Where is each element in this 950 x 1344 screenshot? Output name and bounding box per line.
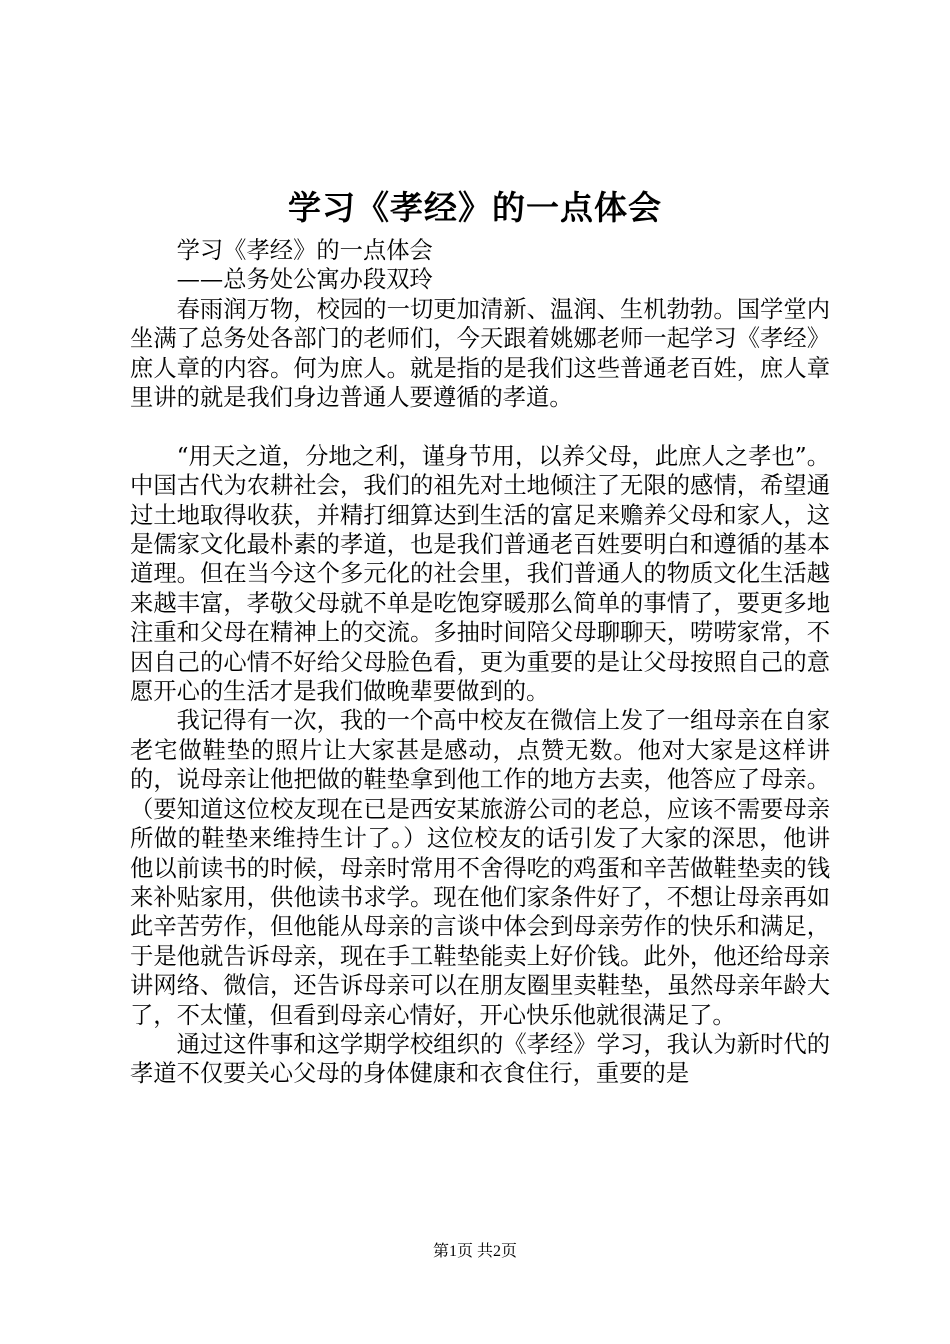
byline: ——总务处公寓办段双玲 <box>176 266 433 294</box>
paragraph-4: 通过这件事和这学期学校组织的《孝经》学习，我认为新时代的孝道不仅要关心父母的身体健康和衣食住行，重要的是 <box>130 1030 830 1088</box>
page-footer: 第1页 共2页 <box>432 1243 517 1260</box>
subtitle-line: 学习《孝经》的一点体会 <box>176 237 433 264</box>
document-body <box>130 236 830 1089</box>
paragraph-1: 春雨润万物，校园的一切更加清新、温润、生机勃勃。国学堂内坐满了总务处各部门的老师们，今天跟着姚娜老师一起学习《孝经》庶人章的内容。何为庶人。就是指的是我们这些普通老百姓，庶人章里讲的就是我们身边普通人要遵循的孝道。 <box>130 295 830 412</box>
document-title: 学习《孝经》的一点体会 <box>288 188 662 227</box>
paragraph-2: “用天之道，分地之利，谨身节用，以养父母，此庶人之孝也”。中国古代为农耕社会，我们的祖先对土地倾注了无限的感情，希望通过土地取得收获，并精打细算达到生活的富足来赡养父母和家人，这是儒家文化最朴素的孝道，也是我们普通老百姓要明白和遵循的基本道理。但在当今这个多元化的社会里，我们普通人的物质文化生活越来越丰富，孝敬父母就不单是吃饱穿暖那么简单的事情了，要更多地注重和父母在精神上的交流。多抽时间陪父母聊聊天，唠唠家常，不因自己的心情不好给父母脸色看，更为重要的是让父母按照自己的意愿开心的生活才是我们做晚辈要做到的。 <box>130 442 830 706</box>
paragraph-3: 我记得有一次，我的一个高中校友在微信上发了一组母亲在自家老宅做鞋垫的照片让大家甚是感动，点赞无数。他对大家是这样讲的，说母亲让他把做的鞋垫拿到他工作的地方去卖，他答应了母亲。（要知道这位校友现在已是西安某旅游公司的老总，应该不需要母亲所做的鞋垫来维持生计了。）这位校友的话引发了大家的深思，他讲他以前读书的时候，母亲时常用不舍得吃的鸡蛋和辛苦做鞋垫卖的钱来补贴家用，供他读书求学。现在他们家条件好了，不想让母亲再如此辛苦劳作，但他能从母亲的言谈中体会到母亲劳作的快乐和满足，于是他就告诉母亲，现在手工鞋垫能卖上好价钱。此外，他还给母亲讲网络、微信，还告诉母亲可以在朋友圈里卖鞋垫，虽然母亲年龄大了，不太懂，但看到母亲心情好，开心快乐他就很满足了。 <box>130 707 830 1029</box>
